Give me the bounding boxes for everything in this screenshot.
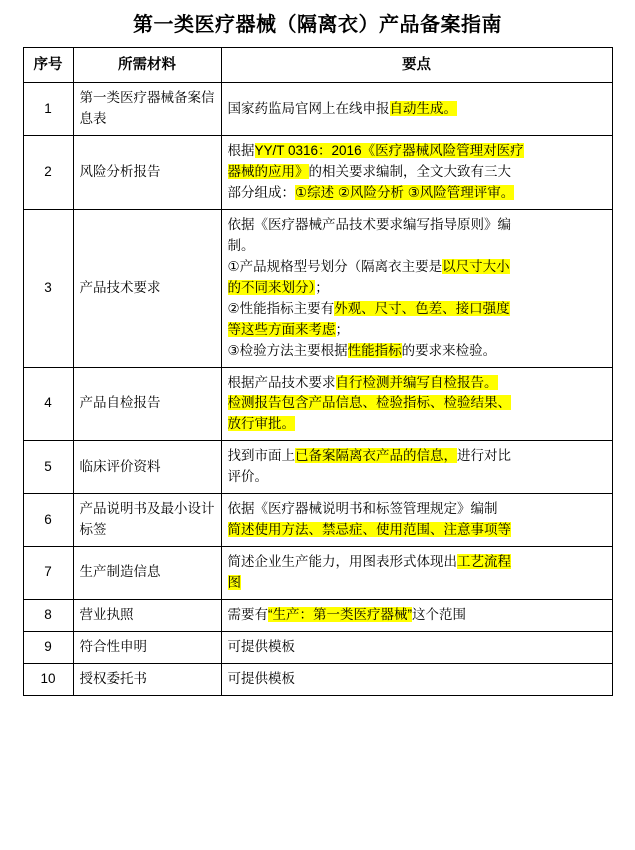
plain-text: ①产品规格型号划分（隔离衣主要是 bbox=[227, 258, 443, 274]
highlighted-text: 的不同来划分） bbox=[227, 279, 316, 295]
highlighted-text: 自动生成。 bbox=[389, 100, 457, 116]
plain-text: 需要有 bbox=[227, 606, 268, 622]
highlighted-text: 图 bbox=[227, 574, 241, 590]
page-title: 第一类医疗器械（隔离衣）产品备案指南 bbox=[133, 14, 502, 36]
table-row bbox=[23, 663, 612, 695]
document-page bbox=[0, 8, 635, 850]
plain-text: ； bbox=[315, 279, 329, 295]
plain-text: 根据 bbox=[227, 143, 255, 159]
table-row bbox=[23, 546, 612, 599]
table-row bbox=[23, 494, 612, 547]
requirements-table bbox=[23, 47, 613, 696]
cell-序号: 8 bbox=[23, 599, 73, 631]
highlighted-text: 以尺寸大小 bbox=[442, 258, 510, 274]
plain-text: 可提供模板 bbox=[227, 638, 295, 654]
points-line bbox=[228, 183, 606, 204]
highlighted-text: 外观、尺寸、色差、接口强度 bbox=[334, 300, 510, 316]
plain-text: 的要求来检验。 bbox=[401, 342, 497, 358]
points-line bbox=[228, 215, 606, 236]
cell-序号: 3 bbox=[23, 210, 73, 367]
cell-material: 授权委托书 bbox=[73, 663, 221, 695]
highlighted-text: 器械的应用》 bbox=[227, 164, 309, 180]
table-header bbox=[23, 48, 612, 83]
cell-material: 营业执照 bbox=[73, 599, 221, 631]
column-header-no: 序号 bbox=[23, 48, 73, 83]
cell-points bbox=[221, 663, 612, 695]
cell-序号: 9 bbox=[23, 631, 73, 663]
highlighted-text: ①综述 ②风险分析 ③风险管理评审。 bbox=[295, 185, 515, 201]
points-line bbox=[228, 278, 606, 299]
table-row bbox=[23, 83, 612, 136]
cell-material: 产品说明书及最小设计标签 bbox=[73, 494, 221, 547]
points-line bbox=[228, 499, 606, 520]
cell-points bbox=[221, 631, 612, 663]
points-line bbox=[228, 373, 606, 394]
highlighted-text: 检测报告包含产品信息、检验指标、检验结果、 bbox=[227, 395, 511, 411]
table-row bbox=[23, 441, 612, 494]
points-line bbox=[228, 446, 606, 467]
plain-text: 国家药监局官网上在线申报 bbox=[227, 100, 390, 116]
cell-points bbox=[221, 210, 612, 367]
table-row bbox=[23, 367, 612, 441]
plain-text: ； bbox=[335, 321, 349, 337]
highlighted-text: 自行检测并编写自检报告。 bbox=[335, 374, 498, 390]
highlighted-text: 工艺流程 bbox=[457, 553, 511, 569]
points-line bbox=[228, 669, 606, 690]
cell-material: 风险分析报告 bbox=[73, 136, 221, 210]
highlighted-text: YY/T 0316：2016《医疗器械风险管理对医疗 bbox=[254, 143, 524, 159]
points-line bbox=[228, 141, 606, 162]
plain-text: 这个范围 bbox=[412, 606, 466, 622]
highlighted-text: 性能指标 bbox=[347, 342, 402, 358]
points-line bbox=[228, 605, 606, 626]
plain-text: 依据《医疗器械产品技术要求编写指导原则》编 bbox=[227, 217, 511, 233]
highlighted-text: “生产：第一类医疗器械” bbox=[268, 606, 412, 622]
table-header-row bbox=[23, 48, 612, 83]
cell-序号: 5 bbox=[23, 441, 73, 494]
cell-material: 生产制造信息 bbox=[73, 546, 221, 599]
points-line bbox=[228, 236, 606, 257]
cell-points bbox=[221, 494, 612, 547]
cell-序号: 7 bbox=[23, 546, 73, 599]
cell-material: 产品技术要求 bbox=[73, 210, 221, 367]
plain-text: 根据产品技术要求 bbox=[227, 374, 336, 390]
plain-text: ②性能指标主要有 bbox=[227, 300, 335, 316]
points-line bbox=[228, 414, 606, 435]
cell-points bbox=[221, 83, 612, 136]
table-row bbox=[23, 631, 612, 663]
points-line bbox=[228, 162, 606, 183]
points-line bbox=[228, 467, 606, 488]
cell-points bbox=[221, 136, 612, 210]
column-header-material: 所需材料 bbox=[73, 48, 221, 83]
points-line bbox=[228, 320, 606, 341]
points-line bbox=[228, 552, 606, 573]
cell-points bbox=[221, 441, 612, 494]
cell-points bbox=[221, 546, 612, 599]
cell-points bbox=[221, 599, 612, 631]
highlighted-text: 等这些方面来考虑 bbox=[227, 321, 336, 337]
cell-序号: 4 bbox=[23, 367, 73, 441]
column-header-points: 要点 bbox=[221, 48, 612, 83]
plain-text: 的相关要求编制，全文大致有三大 bbox=[308, 164, 511, 180]
cell-序号: 2 bbox=[23, 136, 73, 210]
table-row bbox=[23, 210, 612, 367]
plain-text: 可提供模板 bbox=[227, 670, 295, 686]
plain-text: 找到市面上 bbox=[227, 448, 295, 464]
cell-序号: 6 bbox=[23, 494, 73, 547]
table-body bbox=[23, 83, 612, 695]
cell-序号: 10 bbox=[23, 663, 73, 695]
cell-material: 符合性申明 bbox=[73, 631, 221, 663]
plain-text: 部分组成： bbox=[227, 185, 295, 201]
points-line bbox=[228, 257, 606, 278]
highlighted-text: 简述使用方法、禁忌症、使用范围、注意事项等 bbox=[227, 522, 511, 538]
points-line bbox=[228, 341, 606, 362]
points-line bbox=[228, 99, 606, 120]
points-line bbox=[228, 573, 606, 594]
cell-序号: 1 bbox=[23, 83, 73, 136]
highlighted-text: 放行审批。 bbox=[227, 416, 295, 432]
cell-material: 第一类医疗器械备案信息表 bbox=[73, 83, 221, 136]
table-row bbox=[23, 599, 612, 631]
plain-text: 制。 bbox=[227, 238, 255, 253]
plain-text: 简述企业生产能力，用图表形式体现出 bbox=[227, 553, 457, 569]
cell-points bbox=[221, 367, 612, 441]
points-line bbox=[228, 393, 606, 414]
points-line bbox=[228, 637, 606, 658]
table-row bbox=[23, 136, 612, 210]
points-line bbox=[228, 520, 606, 541]
highlighted-text: 已备案隔离衣产品的信息， bbox=[295, 448, 457, 464]
plain-text: 进行对比 bbox=[457, 448, 511, 464]
plain-text: 依据《医疗器械说明书和标签管理规定》编制 bbox=[227, 501, 498, 517]
plain-text: ③检验方法主要根据 bbox=[227, 342, 348, 358]
plain-text: 评价。 bbox=[227, 469, 268, 485]
cell-material: 产品自检报告 bbox=[73, 367, 221, 441]
points-line bbox=[228, 299, 606, 320]
cell-material: 临床评价资料 bbox=[73, 441, 221, 494]
